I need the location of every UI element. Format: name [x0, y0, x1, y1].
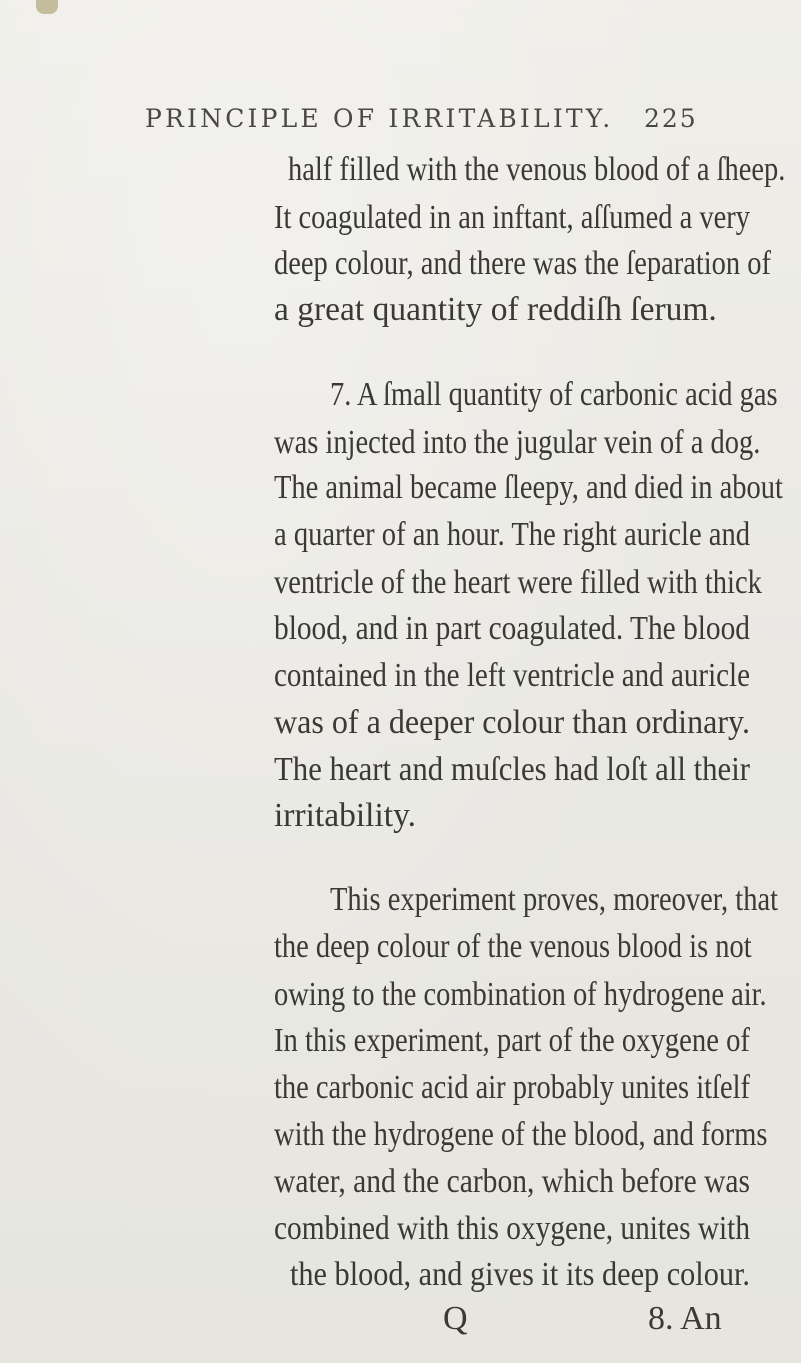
page-number: 225 [644, 104, 698, 133]
text-line: the carbonic acid air probably unites itſelf [274, 1069, 750, 1106]
text-line: a great quantity of reddiſh ſerum. [274, 291, 717, 328]
text-line: the blood, and gives it its deep colour. [290, 1256, 750, 1293]
text-line: 7. A ſmall quantity of carbonic acid gas [330, 376, 778, 413]
text-line: with the hydrogene of the blood, and forms [274, 1116, 768, 1153]
text-line: blood, and in part coagulated. The blood [274, 610, 751, 647]
text-line: In this experiment, part of the oxygene of [274, 1022, 750, 1059]
text-line: owing to the combination of hydrogene air. [274, 976, 767, 1013]
text-line: The animal became ſleepy, and died in about [274, 469, 783, 506]
text-line: was of a deeper colour than ordinary. [274, 704, 751, 741]
catchword: 8. An [648, 1300, 722, 1337]
text-line: combined with this oxygene, unites with [274, 1210, 751, 1247]
text-line: contained in the left ventricle and auricle [274, 657, 751, 694]
running-header [145, 104, 745, 144]
text-line: half filled with the venous blood of a ſheep. [288, 151, 786, 188]
page-stain [36, 0, 58, 14]
running-title: PRINCIPLE OF IRRITABILITY. [145, 104, 614, 133]
text-line: The heart and muſcles had loſt all their [274, 751, 751, 788]
text-line: ventricle of the heart were filled with thick [274, 564, 762, 601]
text-line: This experiment proves, moreover, that [330, 881, 779, 918]
signature-mark: Q [443, 1300, 468, 1337]
text-line: It coagulated in an inftant, aſſumed a very [274, 199, 750, 236]
text-line: a quarter of an hour. The right auricle and [274, 516, 751, 553]
text-line: the deep colour of the venous blood is not [274, 928, 752, 965]
text-line: was injected into the jugular vein of a dog. [274, 424, 761, 461]
text-line: water, and the carbon, which before was [274, 1163, 751, 1200]
text-line: irritability. [274, 797, 417, 834]
text-line: deep colour, and there was the ſeparation of [274, 245, 771, 282]
